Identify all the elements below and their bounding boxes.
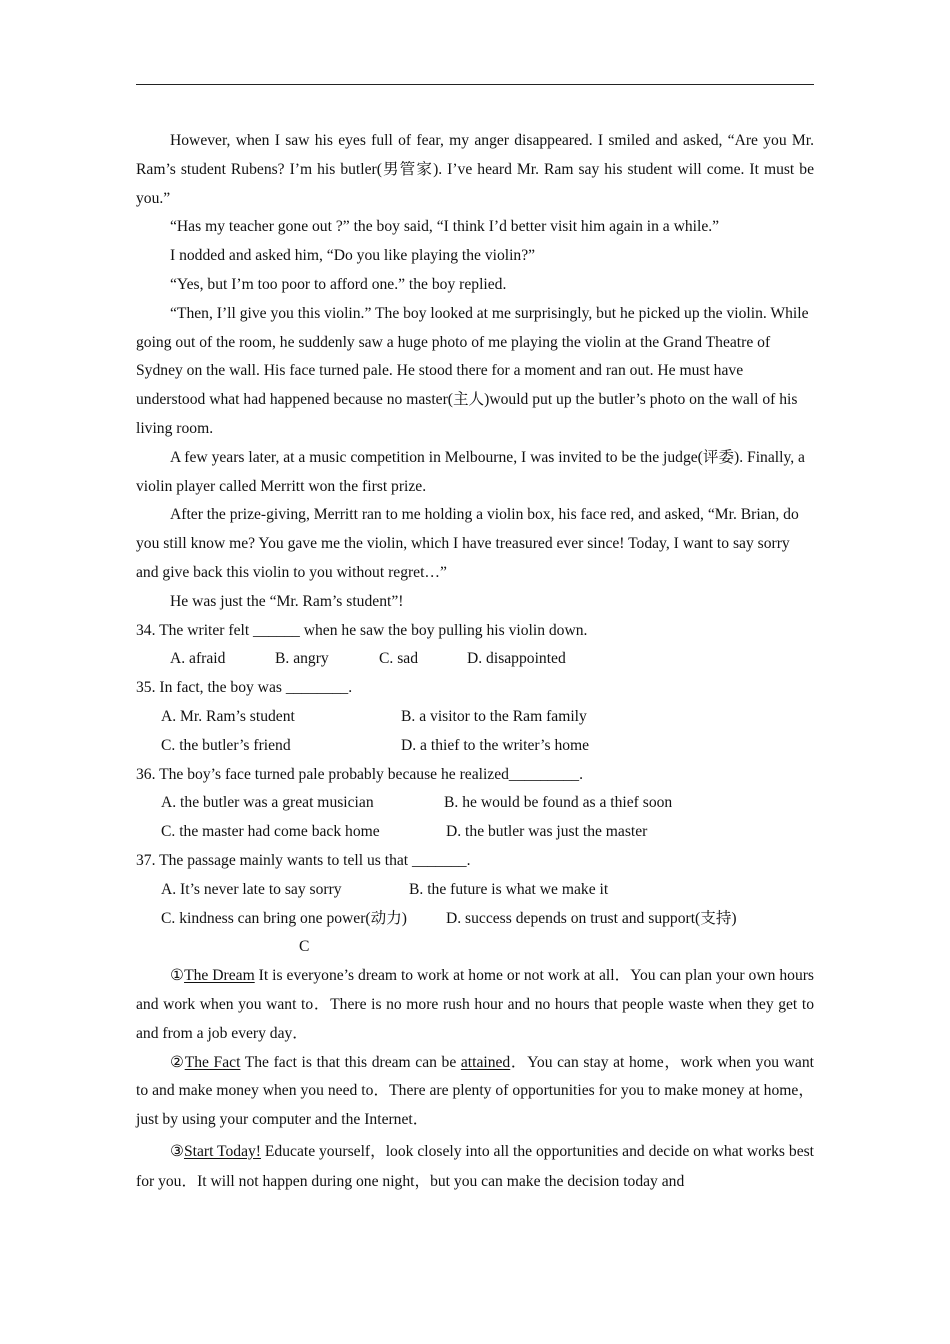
- option-b: B. he would be found as a thief soon: [444, 794, 673, 812]
- option-c: C. the butler’s friend: [161, 736, 291, 754]
- section-number: ②: [170, 1053, 185, 1071]
- option-d: D. success depends on trust and support(支持): [446, 909, 737, 927]
- passage-c-section-3: [136, 1137, 814, 1197]
- section-heading: The Fact: [184, 1053, 241, 1071]
- option-c: C. kindness can bring one power(动力): [161, 909, 407, 927]
- question-36-options: [136, 789, 814, 818]
- paragraph: However, when I saw his eyes full of fear, my anger disappeared. I smiled and asked, “Are you Mr. Ram’s student Rubens? I’m his butler(男管家). I’ve heard Mr. Ram say his student will come. It must be you.”: [136, 132, 814, 207]
- section-heading: Start Today!: [183, 1142, 261, 1160]
- underlined-word: attained: [460, 1053, 511, 1071]
- paragraph: After the prize-giving, Merritt ran to me holding a violin box, his face red, and asked, “Mr. Brian, do you still know me? You gave me the violin, which I have treasured ever since! Today, I want to say sorry and give back this violin to you without regret…”: [136, 506, 799, 581]
- section-number: ③: [170, 1142, 184, 1160]
- page-content: [136, 127, 814, 1197]
- passage-c-section-2: [136, 1049, 814, 1135]
- passage-c-section-1: [136, 962, 814, 1048]
- paragraph: He was just the “Mr. Ram’s student”!: [170, 592, 404, 610]
- question-37-options: [136, 905, 814, 934]
- section-text: The fact is that this dream can be: [240, 1053, 461, 1071]
- section-text: ．You can stay at home，work when you want to and make money when you need to．There are plenty of opportunities for you to make money at home，just by using your computer and the Internet．: [136, 1053, 814, 1129]
- question-36-options: [136, 818, 814, 847]
- option-a: A. afraid: [170, 650, 226, 668]
- option-a: A. Mr. Ram’s student: [161, 707, 295, 725]
- option-a: A. the butler was a great musician: [161, 794, 374, 812]
- question-34-stem: 34. The writer felt ______ when he saw the boy pulling his violin down.: [136, 621, 588, 639]
- question-37-options: [136, 876, 814, 905]
- section-number: ①: [170, 967, 185, 985]
- option-c: C. sad: [379, 650, 418, 668]
- header-rule: [136, 84, 814, 85]
- paragraph: “Yes, but I’m too poor to afford one.” the boy replied.: [170, 275, 507, 293]
- section-text: Educate yourself，look closely into all the opportunities and decide on what works best for you．It will not happen during one night，but you can make the decision today and: [136, 1142, 815, 1190]
- option-b: B. a visitor to the Ram family: [401, 707, 587, 725]
- section-text: It is everyone’s dream to work at home or not work at all．You can plan your own hours and work when you want to．There is no more rush hour and no hours that people waste when they get to and from a job every day．: [136, 967, 815, 1042]
- paragraph: A few years later, at a music competition in Melbourne, I was invited to be the judge(评委). Finally, a violin player called Merritt won the first prize.: [136, 448, 805, 495]
- option-d: D. the butler was just the master: [446, 823, 648, 841]
- question-36-stem: 36. The boy’s face turned pale probably because he realized_________.: [136, 765, 584, 783]
- option-b: B. angry: [275, 650, 329, 668]
- option-d: D. disappointed: [467, 650, 566, 668]
- paragraph: “Has my teacher gone out ?” the boy said, “I think I’d better visit him again in a while.”: [170, 218, 720, 236]
- passage-c-label: C: [299, 938, 310, 956]
- option-a: A. It’s never late to say sorry: [161, 880, 342, 898]
- section-heading: The Dream: [184, 967, 255, 985]
- paragraph: I nodded and asked him, “Do you like playing the violin?”: [170, 247, 536, 265]
- option-b: B. the future is what we make it: [409, 880, 609, 898]
- question-35-stem: 35. In fact, the boy was ________.: [136, 679, 353, 697]
- question-37-stem: 37. The passage mainly wants to tell us that _______.: [136, 851, 471, 869]
- paragraph: “Then, I’ll give you this violin.” The boy looked at me surprisingly, but he picked up the violin. While going out of the room, he suddenly saw a huge photo of me playing the violin at the Grand Theatre of Sydney on the wall. His face turned pale. He stood there for a moment and ran out. He must have understood what had happened because no master(主人)would put up the butler’s photo on the wall of his living room.: [136, 304, 809, 437]
- option-c: C. the master had come back home: [161, 823, 380, 841]
- question-35-options: [136, 703, 814, 732]
- question-35-options: [136, 732, 814, 761]
- question-34-options: [136, 645, 814, 674]
- option-d: D. a thief to the writer’s home: [401, 736, 590, 754]
